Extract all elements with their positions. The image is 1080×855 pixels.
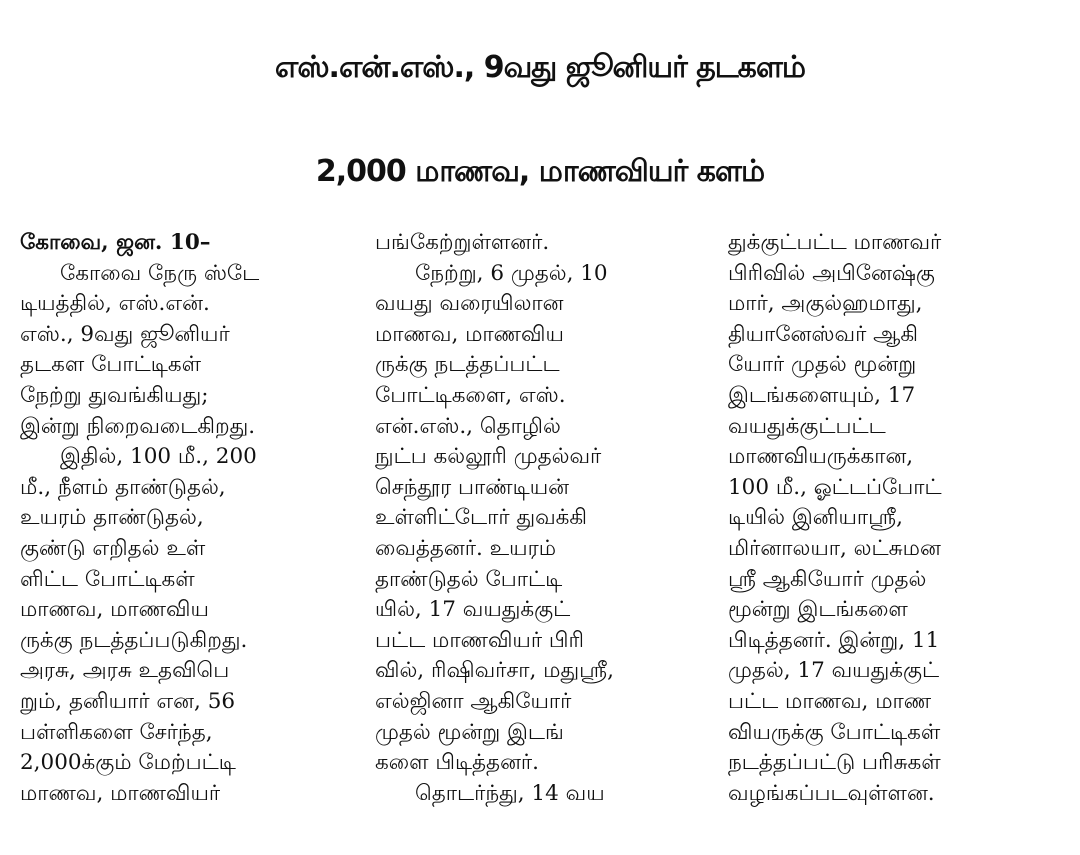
text-line: வியருக்கு போட்டிகள்: [728, 719, 941, 745]
text-line: எஸ்., 9வது ஜூனியர்: [20, 321, 230, 347]
text-line: நேற்று, 6 முதல், 10: [415, 260, 608, 286]
text-line: பட்ட மாணவ, மாண: [728, 688, 932, 714]
headline-line-2: 2,000 மாணவ, மாணவியர் களம்: [315, 154, 765, 189]
text-line: வைத்தனர். உயரம்: [375, 535, 557, 561]
text-line: என்.எஸ்., தொழில்: [375, 413, 561, 439]
article-column-2: [375, 228, 700, 809]
text-line: தாண்டுதல் போட்டி: [375, 566, 563, 592]
text-line: ருக்கு நடத்தப்படுகிறது.: [20, 627, 248, 653]
article-column-3: [728, 228, 1053, 809]
text-line: செந்தூர பாண்டியன்: [375, 474, 570, 500]
text-line: ருக்கு நடத்தப்பட்ட: [375, 352, 560, 378]
text-line: கோவை நேரு ஸ்டே: [60, 260, 260, 286]
text-line: மிர்னாலயா, லட்சுமன: [728, 535, 941, 561]
text-line: பட்ட மாணவியர் பிரி: [375, 627, 584, 653]
text-line: நுட்ப கல்லூரி முதல்வர்: [375, 444, 602, 470]
text-line: றும், தனியார் என, 56: [20, 688, 236, 714]
text-line: அரசு, அரசு உதவிபெ: [20, 658, 230, 684]
text-line: தடகள போட்டிகள்: [20, 352, 201, 378]
dateline: கோவை, ஜன. 10–: [20, 230, 211, 255]
text-line: வில், ரிஷிவர்சா, மதுஸ்ரீ,: [375, 658, 614, 684]
text-line: வழங்கப்படவுள்ளன.: [728, 780, 935, 806]
text-line: நடத்தப்பட்டு பரிசுகள்: [728, 750, 941, 776]
text-line: பங்கேற்றுள்ளனர்.: [375, 230, 550, 255]
text-line: டியத்தில், எஸ்.என்.: [20, 291, 210, 317]
text-line: உள்ளிட்டோர் துவக்கி: [375, 505, 588, 531]
text-line: பள்ளிகளை சேர்ந்த,: [20, 719, 213, 745]
text-line: 2,000க்கும் மேற்பட்டி: [20, 750, 236, 776]
text-line: பிரிவில் அபினேஷ்கு: [728, 260, 935, 286]
text-line: மாணவ, மாணவிய: [375, 321, 564, 347]
text-line: போட்டிகளை, எஸ்.: [375, 382, 566, 408]
text-line: களை பிடித்தனர்.: [375, 750, 539, 776]
text-line: வயது வரையிலான: [375, 291, 564, 317]
text-line: மீ., நீளம் தாண்டுதல்,: [20, 474, 226, 500]
text-line: உயரம் தாண்டுதல்,: [20, 505, 204, 531]
text-line: வயதுக்குட்பட்ட: [728, 413, 886, 439]
headline-line-1: எஸ்.என்.எஸ்., 9வது ஜூனியர் தடகளம்: [274, 50, 806, 85]
text-line: மார், அகுல்ஹமாது,: [728, 291, 923, 317]
text-line: ளிட்ட போட்டிகள்: [20, 566, 195, 592]
article-column-1: [20, 228, 345, 809]
text-line: தியானேஸ்வர் ஆகி: [728, 321, 918, 347]
text-line: மூன்று இடங்களை: [728, 597, 908, 623]
text-line: மாணவியருக்கான,: [728, 444, 914, 470]
text-line: டியில் இனியாஸ்ரீ,: [728, 505, 903, 531]
text-line: மாணவ, மாணவியர்: [20, 780, 221, 806]
text-line: முதல் மூன்று இடங்: [375, 719, 564, 745]
text-line: தொடர்ந்து, 14 வய: [415, 780, 605, 806]
text-line: இன்று நிறைவடைகிறது.: [20, 413, 256, 439]
text-line: யில், 17 வயதுக்குட்: [375, 597, 571, 623]
text-line: இதில், 100 மீ., 200: [60, 444, 257, 470]
text-line: மாணவ, மாணவிய: [20, 597, 209, 623]
text-line: இடங்களையும், 17: [728, 382, 916, 408]
text-line: பிடித்தனர். இன்று, 11: [728, 627, 940, 653]
text-line: குண்டு எறிதல் உள்: [20, 535, 206, 561]
text-line: நேற்று துவங்கியது;: [20, 382, 209, 408]
text-line: முதல், 17 வயதுக்குட்: [728, 658, 940, 684]
text-line: எல்ஜினா ஆகியோர்: [375, 688, 572, 714]
text-line: யோர் முதல் மூன்று: [728, 352, 917, 378]
text-line: ஸ்ரீ ஆகியோர் முதல்: [728, 566, 927, 592]
text-line: துக்குட்பட்ட மாணவர்: [728, 230, 942, 255]
text-line: 100 மீ., ஓட்டப்போட்: [728, 474, 942, 500]
